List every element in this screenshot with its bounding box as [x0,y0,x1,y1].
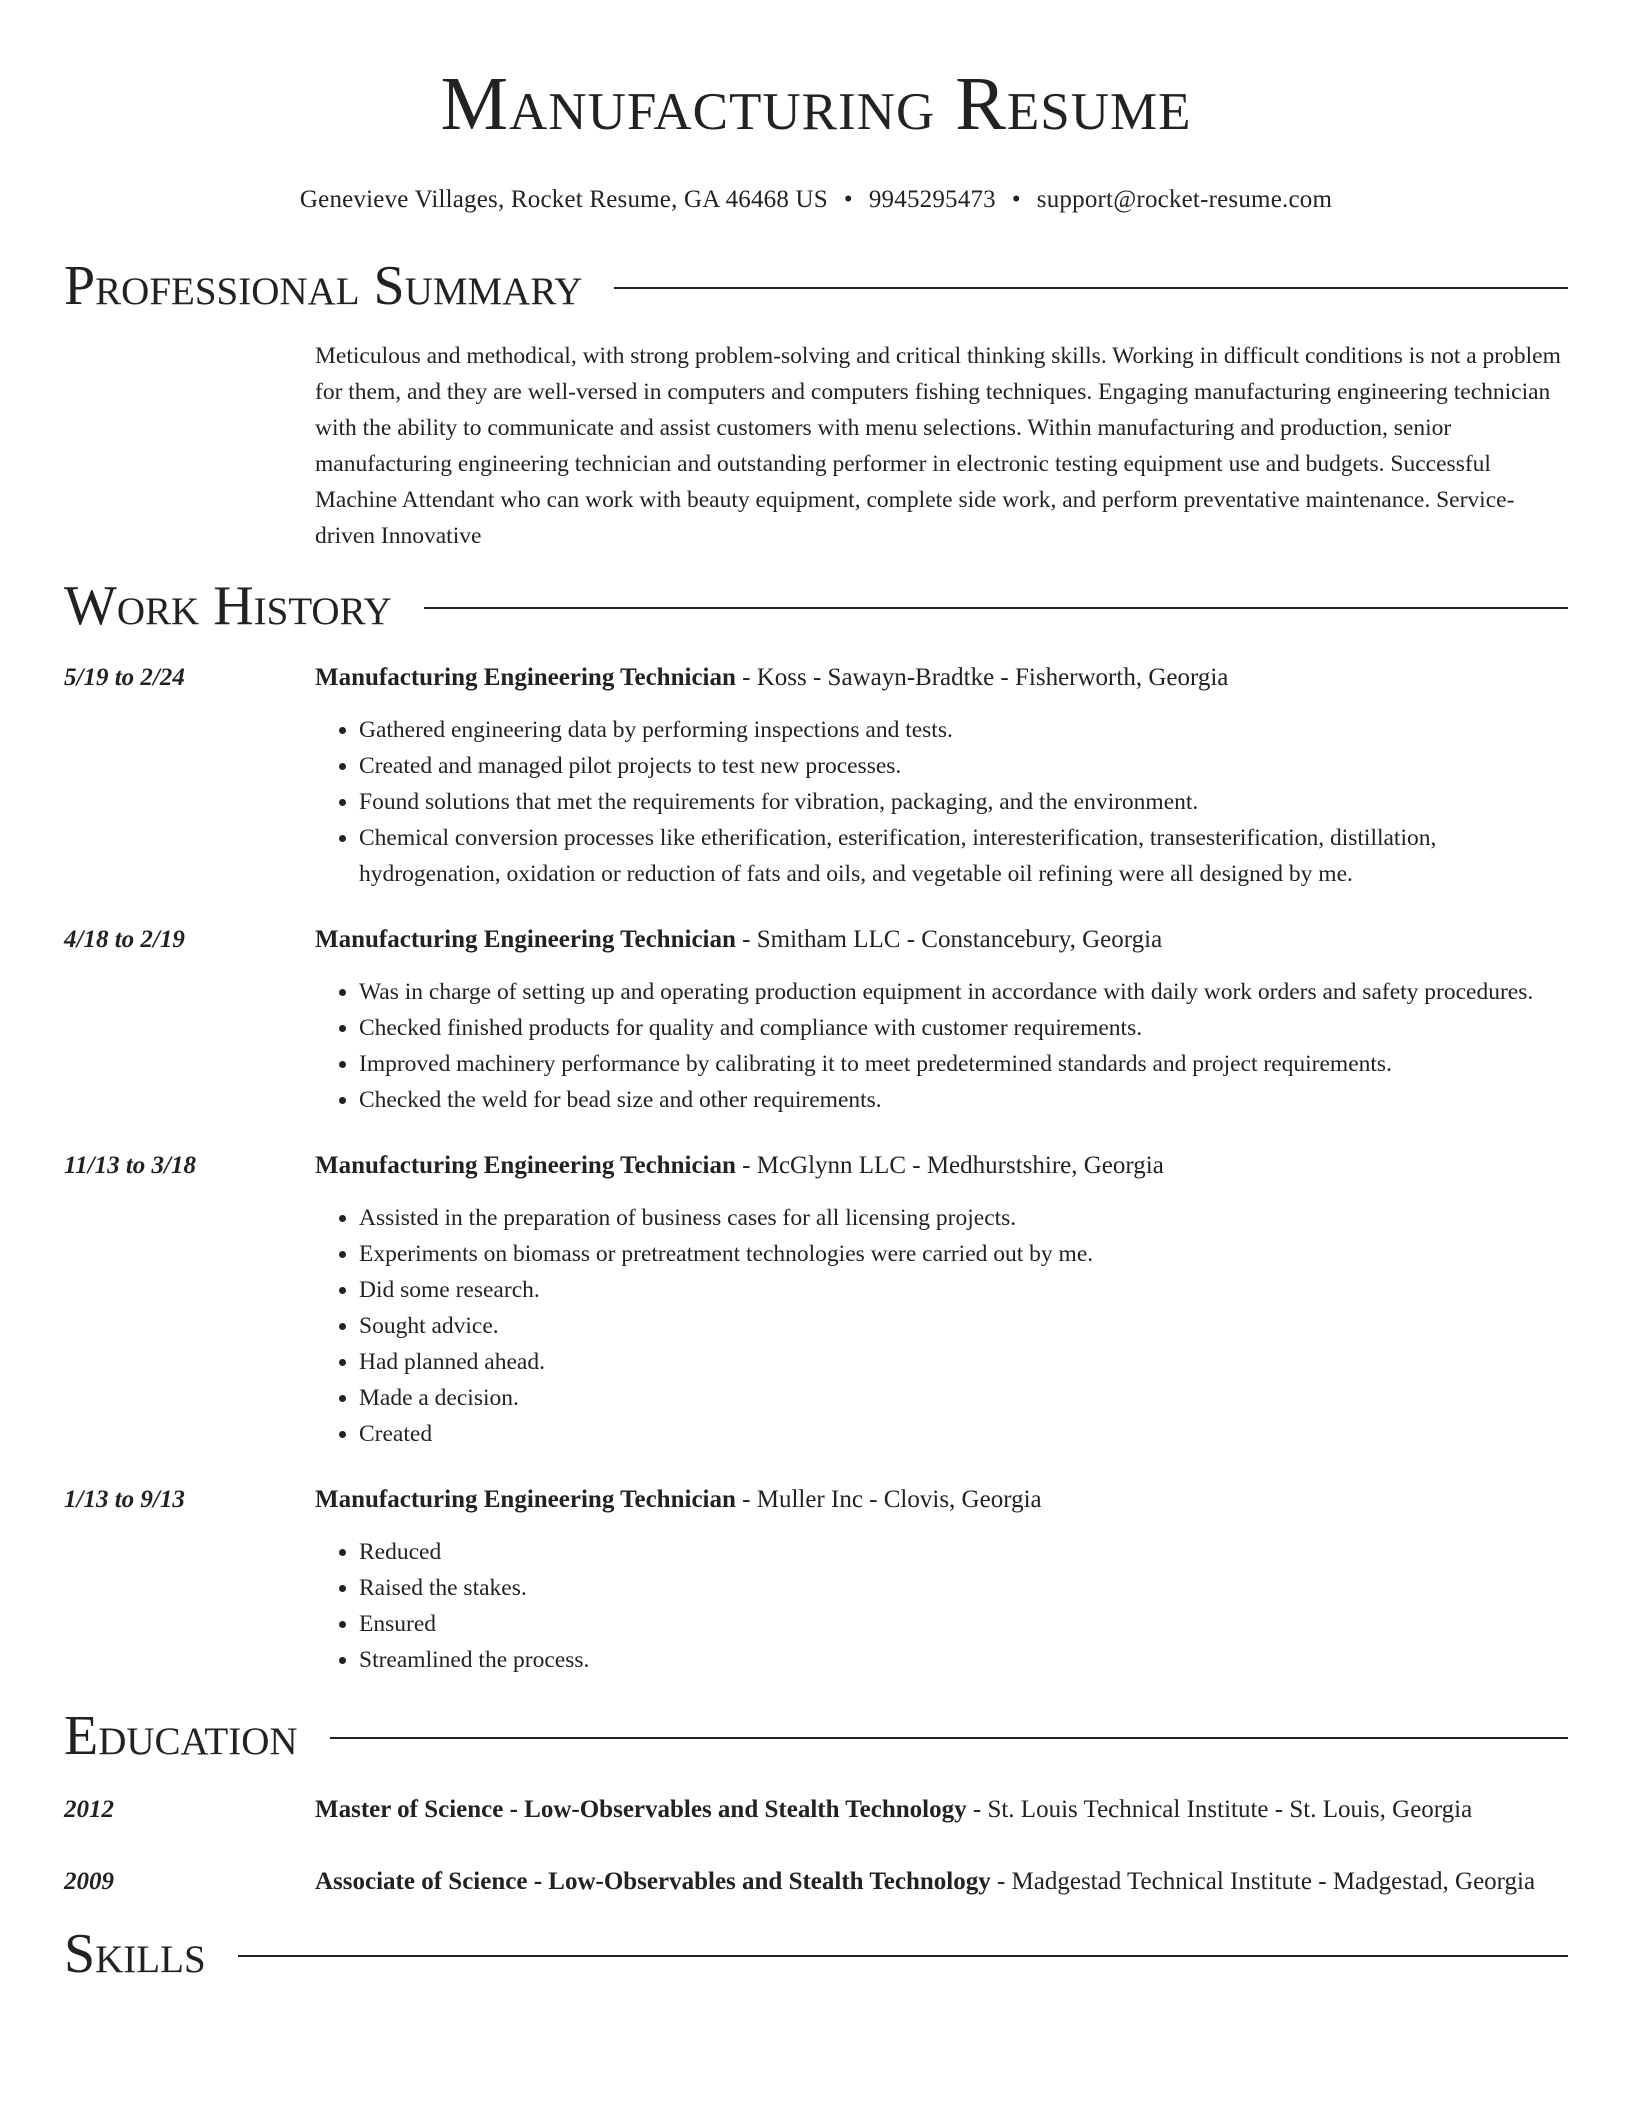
job-details: - Muller Inc - Clovis, Georgia [735,1486,1042,1513]
contact-separator: • [1011,186,1021,213]
job-body [315,1482,1568,1678]
job-heading [315,660,1568,696]
contact-email: support@rocket-resume.com [1036,186,1333,213]
job-bullet: • Streamlined the process. [359,1642,1568,1678]
job-entry [64,922,1568,1118]
job-body [315,660,1568,892]
job-body [315,1148,1568,1452]
section-divider [614,287,1568,289]
job-bullet: • Created and managed pilot projects to test new processes. [359,748,1568,784]
job-body [315,922,1568,1118]
resume-name: Manufacturing Resume [440,62,1192,146]
job-bullet: • Checked the weld for bead size and other requirements. [359,1082,1568,1118]
contact-separator: • [843,186,853,213]
education-year: 2009 [64,1868,114,1895]
job-bullets [315,1200,1568,1452]
job-title: Manufacturing Engineering Technician [315,926,736,953]
education-year: 2012 [64,1796,114,1823]
education-entry [64,1792,1568,1828]
job-dates: 4/18 to 2/19 [64,926,185,953]
job-details: - Koss - Sawayn-Bradtke - Fisherworth, Georgia [735,664,1229,691]
job-details: - McGlynn LLC - Medhurstshire, Georgia [735,1152,1164,1179]
work-section-heading [64,576,1568,636]
job-bullet: • Reduced [359,1534,1568,1570]
job-bullet: • Had planned ahead. [359,1344,1568,1380]
job-bullet: • Experiments on biomass or pretreatment technologies were carried out by me. [359,1236,1568,1272]
job-entry [64,1482,1568,1678]
job-bullet: • Did some research. [359,1272,1568,1308]
job-entry [64,1148,1568,1452]
job-bullet: • Raised the stakes. [359,1570,1568,1606]
education-entry [64,1864,1568,1900]
summary-text: Meticulous and methodical, with strong problem-solving and critical thinking skills. Working in difficult conditions is not a problem for them, and they are well-versed in computers and computers fishing techniques. Engaging manufacturing engineering technician with the ability to communicate and assist customers with menu selections. Within manufacturing and production, senior manufacturing engineering technician and outstanding performer in electronic testing equipment use and budgets. Successful Machine Attendant who can work with beauty equipment, complete side work, and perform preventative maintenance. Service-driven Innovative [315,343,1561,549]
job-details: - Smitham LLC - Constancebury, Georgia [735,926,1163,953]
section-divider [424,607,1568,609]
education-degree: Associate of Science - Low-Observables and Stealth Technology [315,1868,991,1895]
job-bullets [315,712,1568,892]
contact-phone: 9945295473 [868,186,996,213]
job-bullet: • Was in charge of setting up and operating production equipment in accordance with daily work orders and safety procedures. [359,974,1568,1010]
job-bullets [315,1534,1568,1678]
job-heading [315,922,1568,958]
education-section-heading [64,1706,1568,1766]
contact-address: Genevieve Villages, Rocket Resume, GA 46468 US [299,186,828,213]
summary-section-heading [64,256,1568,316]
job-bullets [315,974,1568,1118]
job-dates: 1/13 to 9/13 [64,1486,185,1513]
job-bullet: • Checked finished products for quality and compliance with customer requirements. [359,1010,1568,1046]
job-bullet: • Chemical conversion processes like etherification, esterification, interesterification, transesterification, distillation, hydrogenation, oxidation or reduction of fats and oils, and vegetable oil refining were all designed by me. [359,820,1568,892]
job-bullet: • Sought advice. [359,1308,1568,1344]
job-entry [64,660,1568,892]
section-divider [330,1737,1568,1739]
education-details: - St. Louis Technical Institute - St. Louis, Georgia [966,1796,1473,1823]
job-title: Manufacturing Engineering Technician [315,1152,736,1179]
job-dates: 11/13 to 3/18 [64,1152,196,1179]
summary-heading-text: Professional Summary [64,255,583,317]
job-title: Manufacturing Engineering Technician [315,1486,736,1513]
job-bullet: • Found solutions that met the requirements for vibration, packaging, and the environment. [359,784,1568,820]
education-details: - Madgestad Technical Institute - Madgestad, Georgia [990,1868,1536,1895]
section-divider [238,1955,1568,1957]
job-bullet: • Assisted in the preparation of business cases for all licensing projects. [359,1200,1568,1236]
work-heading-text: Work History [64,575,392,637]
job-heading [315,1148,1568,1184]
job-bullet: • Created [359,1416,1568,1452]
skills-heading-text: Skills [64,1923,206,1985]
job-bullet: • Gathered engineering data by performing inspections and tests. [359,712,1568,748]
job-dates: 5/19 to 2/24 [64,664,185,691]
job-bullet: • Made a decision. [359,1380,1568,1416]
education-degree: Master of Science - Low-Observables and Stealth Technology [315,1796,967,1823]
job-bullet: • Ensured [359,1606,1568,1642]
education-heading-text: Education [64,1705,298,1767]
job-bullet: • Improved machinery performance by calibrating it to meet predetermined standards and project requirements. [359,1046,1568,1082]
education-body [315,1864,1568,1900]
contact-line [64,184,1568,216]
skills-section-heading [64,1924,1568,1984]
education-body [315,1792,1568,1828]
job-title: Manufacturing Engineering Technician [315,664,736,691]
job-heading [315,1482,1568,1518]
